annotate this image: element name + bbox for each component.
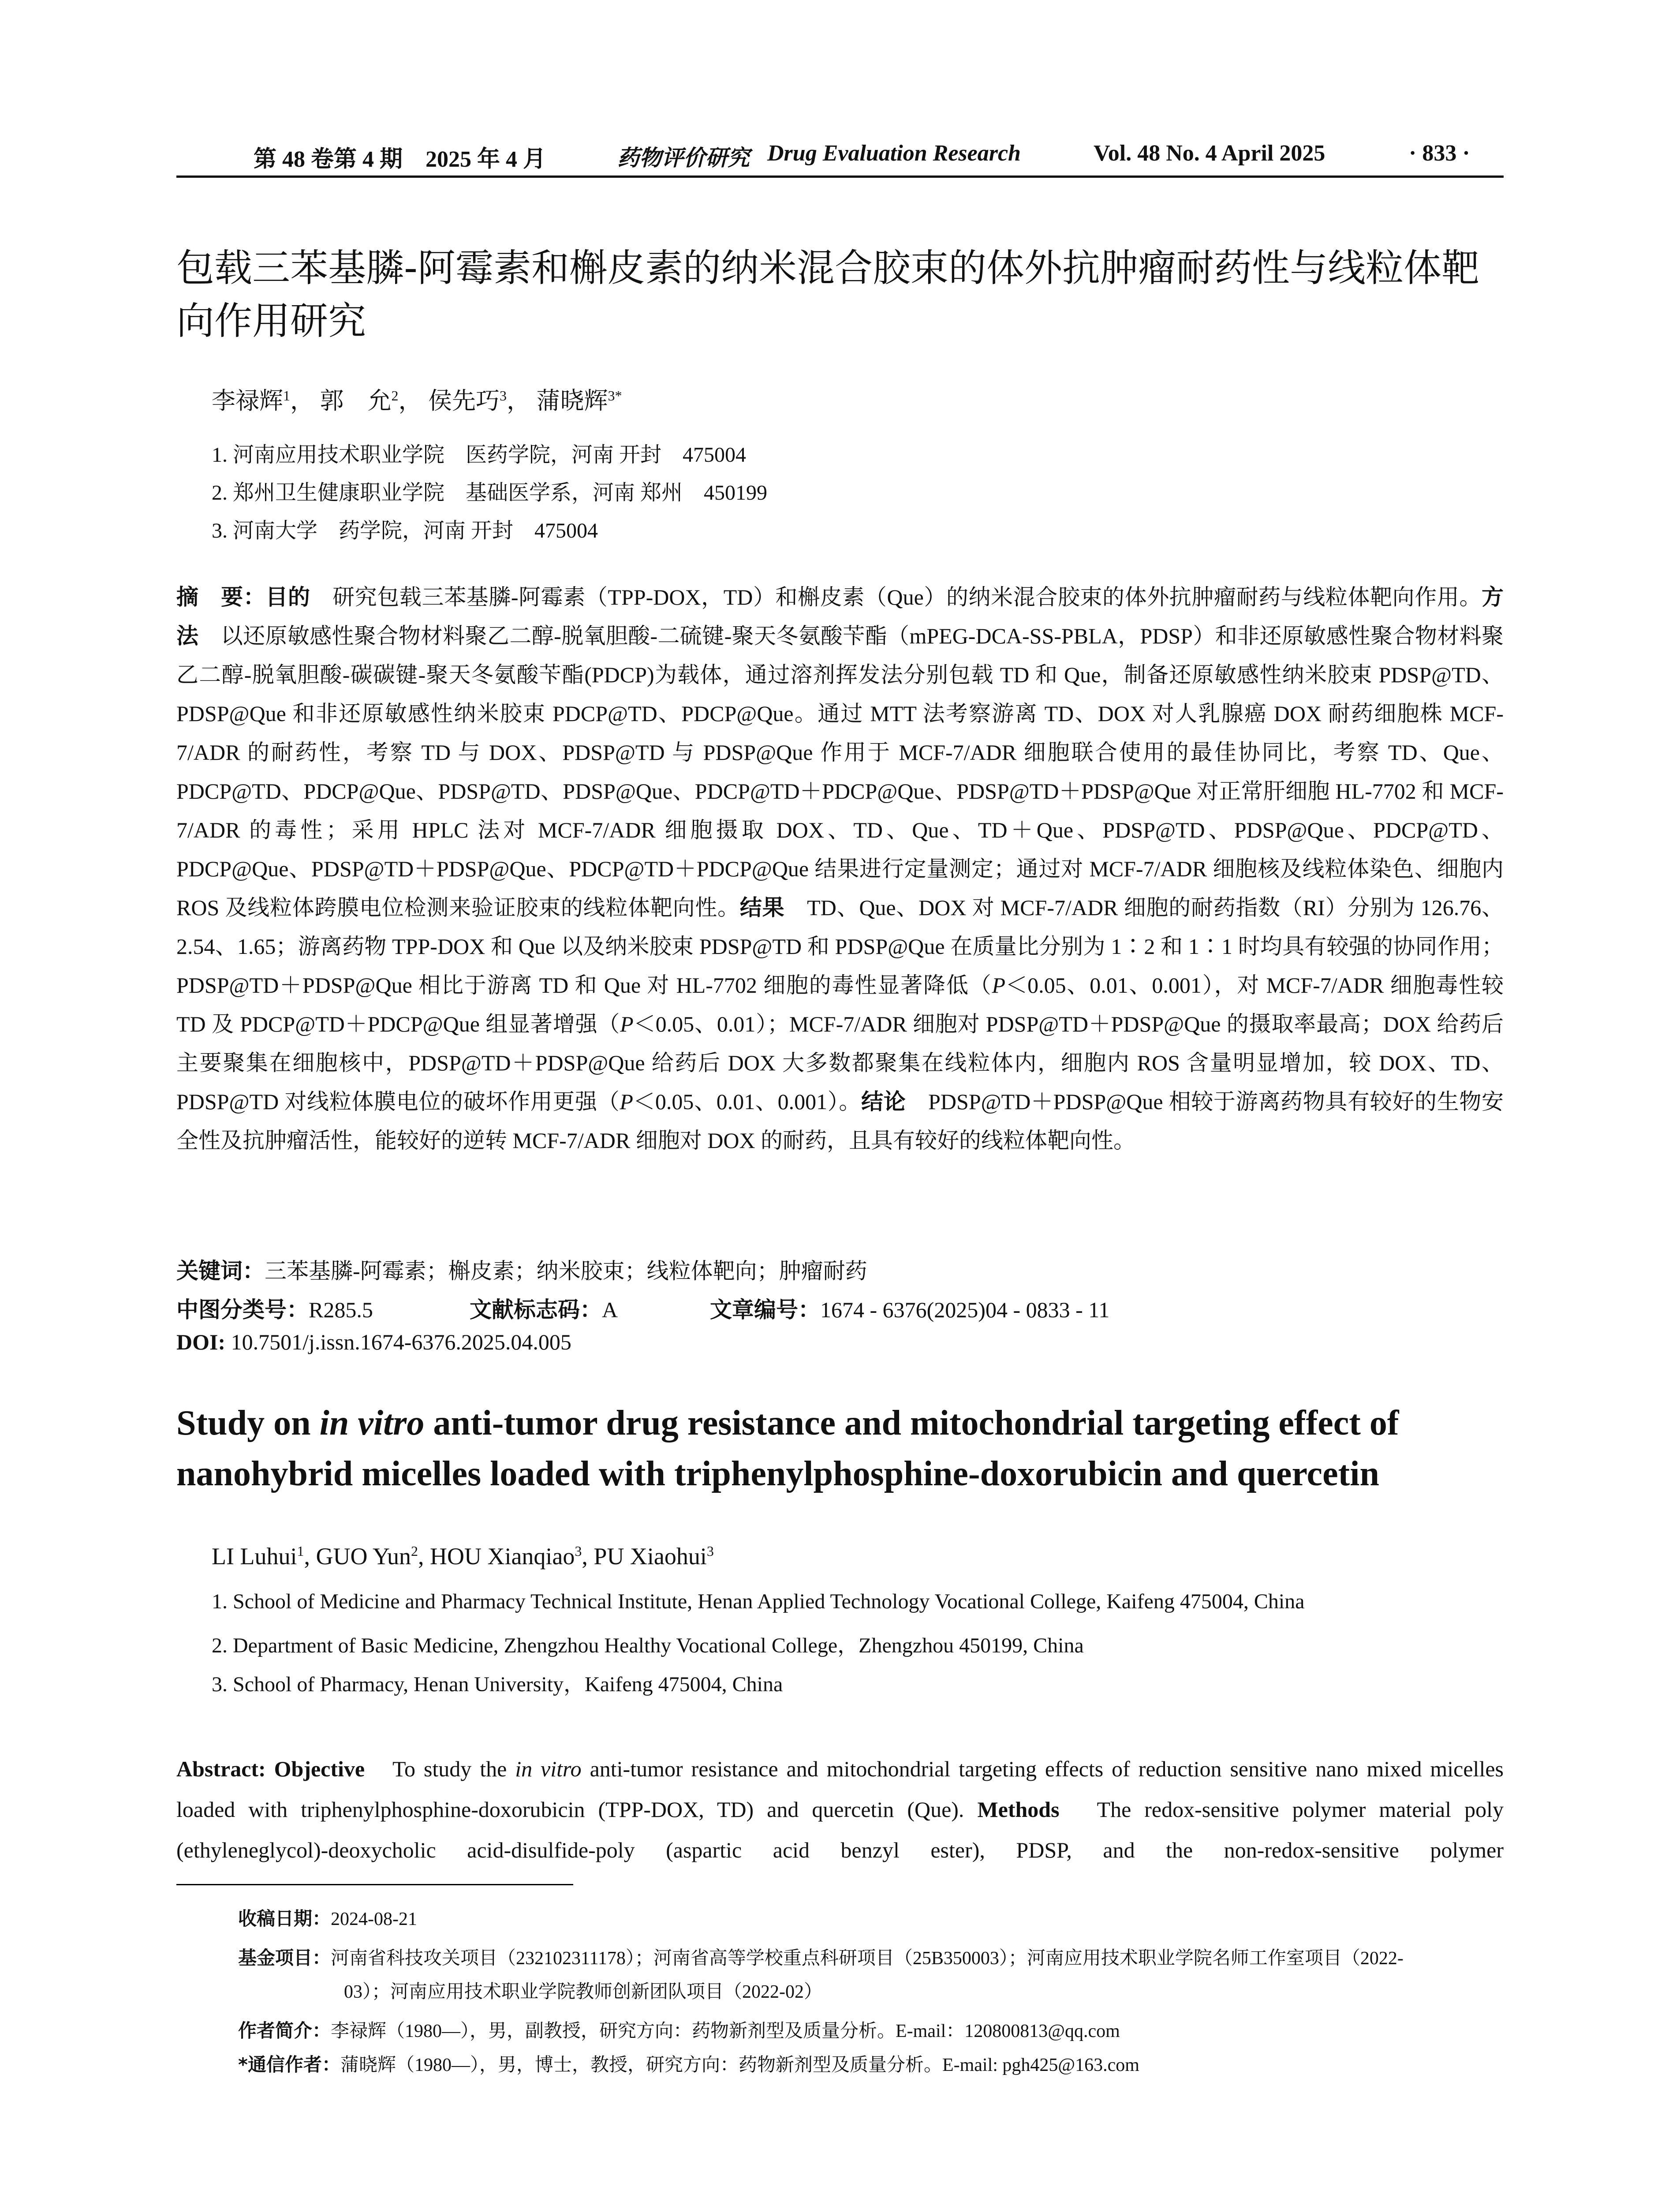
author-intro-label: 作者简介： [238, 2020, 331, 2041]
methods-text: 以还原敏感性聚合物材料聚乙二醇-脱氧胆酸-二硫键-聚天冬氨酸苄酯（mPEG-DCA-SS-PBLA，PDSP）和非还原敏感性聚合物材料聚乙二醇-脱氧胆酸-碳碳键-聚天冬氨酸苄酯(PDCP)为载体，通过溶剂挥发法分别包载 TD 和 Que，制备还原敏感性纳米胶束 PDSP@TD、PDSP@Que 和非还原敏感性纳米胶束 PDCP@TD、PDCP@Que。通过 MTT 法考察游离 TD、DOX 对人乳腺癌 DOX 耐药细胞株 MCF-7/ADR 的耐药性，考察 TD 与 DOX、PDSP@TD 与 PDSP@Que 作用于 MCF-7/ADR 细胞联合使用的最佳协同比，考察 TD、Que、PDCP@TD、PDCP@Que、PDSP@TD、PDSP@Que、PDCP@TD＋PDCP@Que、PDSP@TD＋PDSP@Que 对正常肝细胞 HL-7702 和 MCF-7/ADR 的毒性；采用 HPLC 法对 MCF-7/ADR 细胞摄取 DOX、TD、Que、TD＋Que、PDSP@TD、PDSP@Que、PDCP@TD、PDCP@Que、PDSP@TD＋PDSP@Que、PDCP@TD＋PDCP@Que 结果进行定量测定；通过对 MCF-7/ADR 细胞核及线粒体染色、细胞内 ROS 及线粒体跨膜电位检测来验证胶束的线粒体靶向性。 [176, 624, 1504, 920]
objective-en-text: anti-tumor resistance and mitochondrial targeting effects of reduction sensitive nano mixed micelles loaded with triphenylphosphine-doxorubicin (TPP-DOX, TD) and quercetin (Que). [176, 1757, 1504, 1822]
running-header [176, 140, 1504, 176]
article-no-label: 文章编号： [710, 1297, 820, 1323]
journal-en: Drug Evaluation Research [767, 141, 1021, 166]
author-en: HOU Xianqiao [429, 1543, 575, 1570]
affiliation-cn: 1. 河南应用技术职业学院 医药学院，河南 开封 475004 [212, 443, 747, 467]
results-label: 结果 [739, 895, 785, 920]
abstract-label: 摘 要： [176, 584, 266, 610]
journal-cn-logo: 药物评价研究 [617, 145, 750, 171]
methods-en-label: Methods [977, 1797, 1060, 1822]
clc-value: R285.5 [309, 1297, 373, 1322]
doi-label: DOI: [176, 1330, 226, 1354]
objective-en-italic: in vitro [515, 1757, 582, 1781]
classification-row [176, 1292, 1504, 1324]
author-cn: 郭 允 [320, 388, 392, 414]
page-number: · 833 · [1409, 141, 1470, 166]
author-mark: 3 [706, 1543, 714, 1559]
clc-label: 中图分类号： [176, 1297, 309, 1323]
fund-text: 河南省科技攻关项目（232102311178）；河南省高等学校重点科研项目（25B350003）；河南应用技术职业学院名师工作室项目（2022- [331, 1948, 1404, 1969]
doc-code-label: 文献标志码： [470, 1297, 602, 1323]
keywords-text: 三苯基膦-阿霉素；槲皮素；纳米胶束；线粒体靶向；肿瘤耐药 [265, 1259, 867, 1283]
author-cn: 李禄辉 [212, 388, 283, 414]
footnotes [176, 1905, 1504, 2079]
methods-en-text: The redox-sensitive polymer material poly (ethyleneglycol)-deoxycholic acid-disulfide-poly (aspartic acid benzyl ester), PDSP, and the non-redox-sensitive polymer [176, 1797, 1504, 1862]
affiliation-cn: 2. 郑州卫生健康职业学院 基础医学系，河南 郑州 450199 [212, 481, 768, 505]
doi-row [176, 1329, 571, 1355]
author-cn: 蒲晓辉 [536, 388, 608, 414]
methods-label: 方法 [176, 584, 1504, 649]
received-label: 收稿日期： [238, 1908, 331, 1929]
conclusion-label: 结论 [861, 1089, 906, 1114]
author-mark: 1 [283, 388, 290, 404]
keywords-label: 关键词： [176, 1258, 265, 1284]
corresponding-text: 蒲晓辉（1980—），男，博士，教授，研究方向：药物新剂型及质量分析。E-mail: pgh425@163.com [340, 2055, 1139, 2075]
abstract-en [176, 1749, 1504, 1870]
objective-text: 研究包载三苯基膦-阿霉素（TPP-DOX，TD）和槲皮素（Que）的纳米混合胶束的体外抗肿瘤耐药与线粒体靶向作用。 [310, 585, 1482, 609]
author-mark: 2 [411, 1543, 418, 1559]
affiliation-en: 3. School of Pharmacy, Henan University，Kaifeng 475004, China [212, 1673, 783, 1696]
conclusion-text: PDSP@TD＋PDSP@Que 相较于游离药物具有较好的生物安全性及抗肿瘤活性，能较好的逆转 MCF-7/ADR 细胞对 DOX 的耐药，且具有较好的线粒体靶向性。 [176, 1089, 1504, 1153]
authors-cn: 李禄辉$^1$， 郭 允$^2$， 侯先巧$^3$， 蒲晓辉$^{3*}$ [212, 388, 622, 414]
objective-en-text: To study the [365, 1757, 515, 1781]
affiliation-en: 1. School of Medicine and Pharmacy Technical Institute, Henan Applied Technology Vocational College, Kaifeng 475004, China [212, 1590, 1305, 1613]
issue-en: Vol. 48 No. 4 April 2025 [1094, 141, 1325, 166]
author-mark: 2 [391, 388, 399, 404]
title-en-part: Study on [176, 1404, 320, 1443]
footnote-fund-cont: 03）；河南应用技术职业学院教师创新团队项目（2022-02） [344, 1982, 822, 2002]
author-mark: 3* [608, 388, 622, 404]
title-en [176, 1398, 1504, 1499]
abstract-en-label: Abstract: Objective [176, 1757, 365, 1781]
footnote-rule [176, 1884, 573, 1885]
doi-value: 10.7501/j.issn.1674-6376.2025.04.005 [231, 1330, 571, 1354]
article-no-value: 1674 - 6376(2025)04 - 0833 - 11 [820, 1297, 1110, 1322]
author-mark: 1 [297, 1543, 304, 1559]
fund-label: 基金项目： [238, 1947, 331, 1969]
header-rule [176, 176, 1504, 178]
objective-label: 目的 [265, 584, 310, 610]
affiliation-en: 2. Department of Basic Medicine, Zhengzhou Healthy Vocational College，Zhengzhou 450199, China [212, 1634, 1084, 1657]
p-symbol: P [620, 1012, 634, 1036]
results-text: ＜0.05、0.01、0.001）。 [633, 1089, 862, 1114]
received-value: 2024-08-21 [331, 1909, 417, 1929]
title-cn: 包载三苯基膦-阿霉素和槲皮素的纳米混合胶束的体外抗肿瘤耐药性与线粒体靶向作用研究 [176, 246, 1480, 343]
p-symbol: P [992, 973, 1006, 998]
footnote-received [176, 1905, 1504, 1933]
author-mark: 3 [500, 388, 507, 404]
author-mark: 3 [575, 1543, 582, 1559]
author-en: LI Luhui [212, 1543, 297, 1570]
keywords-cn [176, 1253, 867, 1285]
results-text: ＜0.05、0.01）；MCF-7/ADR 细胞对 PDSP@TD＋PDSP@Que 的摄取率最高；DOX 给药后主要聚集在细胞核中，PDSP@TD＋PDSP@Que 给药后 DOX 大多数都聚集在线粒体内，细胞内 ROS 含量明显增加，较 DOX、TD、PDSP@TD 对线粒体膜电位的破坏作用更强（ [176, 1012, 1504, 1114]
footnote-fund [176, 1944, 1504, 1972]
authors-en: LI Luhui$^1$, GUO Yun$^2$, HOU Xianqiao$^3$, PU Xiaohui$^3$ [212, 1543, 714, 1570]
author-en: GUO Yun [316, 1543, 411, 1570]
affiliation-cn: 3. 河南大学 药学院，河南 开封 475004 [212, 519, 598, 542]
author-cn: 侯先巧 [428, 388, 500, 414]
p-symbol: P [620, 1089, 633, 1114]
footnote-corresponding [176, 2051, 1504, 2079]
results-text: ＜0.05、0.01、0.001），对 MCF-7/ADR 细胞毒性较 TD 及 PDCP@TD＋PDCP@Que 组显著增强（ [176, 973, 1504, 1036]
results-text: TD、Que、DOX 对 MCF-7/ADR 细胞的耐药指数（RI）分别为 126.76、2.54、1.65；游离药物 TPP-DOX 和 Que 以及纳米胶束 PDSP@TD 和 PDSP@Que 在质量比分别为 1∶2 和 1∶1 时均具有较强的协同作用；PDSP@TD＋PDSP@Que 相比于游离 TD 和 Que 对 HL-7702 细胞的毒性显著降低（ [176, 895, 1504, 998]
author-intro-text: 李禄辉（1980—），男，副教授，研究方向：药物新剂型及质量分析。E-mail：120800813@qq.com [331, 2021, 1120, 2041]
footnote-author [176, 2017, 1504, 2045]
issue-cn: 第 48 卷第 4 期 2025 年 4 月 [254, 147, 546, 172]
corresponding-label: *通信作者： [238, 2054, 340, 2075]
doc-code-value: A [602, 1297, 618, 1322]
title-en-italic: in vitro [319, 1404, 425, 1443]
author-en: PU Xiaohui [594, 1543, 707, 1570]
title-en-part: anti-tumor drug resistance and mitochondrial targeting effect of nanohybrid micelles loaded with triphenylphosphine-doxorubicin and quercetin [176, 1404, 1399, 1493]
abstract-cn [176, 578, 1504, 1160]
